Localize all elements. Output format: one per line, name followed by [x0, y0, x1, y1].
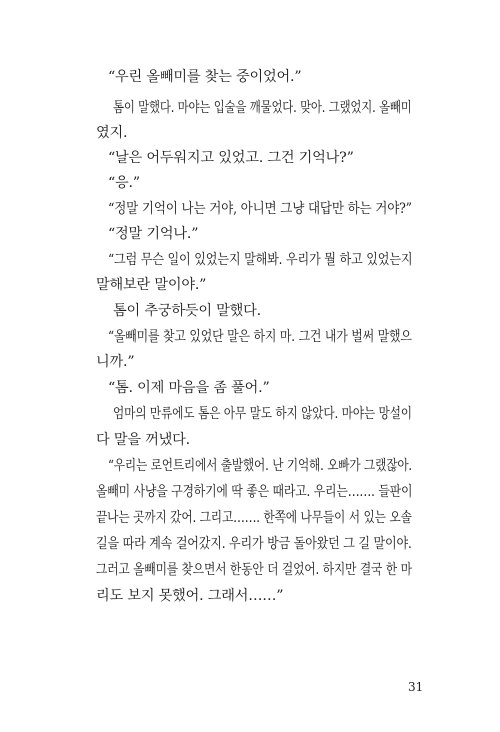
text-line: 그러고 올빼미를 찾으면서 한동안 더 걸었어. 하지만 결국 한 마: [96, 562, 412, 578]
text-line: “올빼미를 찾고 있었단 말은 하지 마. 그건 내가 벌써 말했으: [108, 329, 412, 345]
text-line: 길을 따라 계속 걸어갔지. 우리가 방금 돌아왔던 그 길 말이야.: [96, 536, 412, 552]
text-line: 끝나는 곳까지 갔어. 그리고……. 한쪽에 나무들이 서 있는 오솔: [96, 510, 412, 526]
text-line: 리도 보지 못했어. 그래서……”: [96, 588, 284, 604]
text-line: 였지.: [96, 125, 128, 141]
text-line: 올빼미 사냥을 구경하기에 딱 좋은 때라고. 우리는……. 들판이: [96, 484, 413, 500]
text-line: “우리는 로언트리에서 출발했어. 난 기억해. 오빠가 그랬잖아.: [108, 458, 412, 474]
text-line: “응.”: [108, 175, 140, 191]
text-line: 다 말을 꺼냈다.: [96, 432, 190, 448]
text-line: 엄마의 만류에도 톰은 아무 말도 하지 않았다. 마야는 망설이: [113, 406, 412, 422]
text-line: “날은 어두워지고 있었고. 그건 기억나?”: [108, 150, 354, 166]
text-line: “그럼 무슨 일이 있었는지 말해봐. 우리가 뭘 하고 있었는지: [108, 252, 413, 268]
text-line: 말해보란 말이야.”: [96, 277, 207, 293]
text-line: “정말 기억나.”: [108, 226, 199, 242]
page-number: 31: [408, 680, 424, 694]
text-line: 톰이 추궁하듯이 말했다.: [113, 303, 261, 319]
text-line: “우린 올빼미를 찾는 중이었어.”: [108, 69, 302, 85]
text-line: 니까.”: [96, 354, 135, 370]
text-line: “톰. 이제 마음을 좀 풀어.”: [108, 380, 270, 396]
text-line: “정말 기억이 나는 거야, 아니면 그냥 대답만 하는 거야?”: [108, 201, 412, 217]
text-line: 톰이 말했다. 마야는 입술을 깨물었다. 맞아. 그랬었지. 올빼미: [113, 100, 412, 116]
